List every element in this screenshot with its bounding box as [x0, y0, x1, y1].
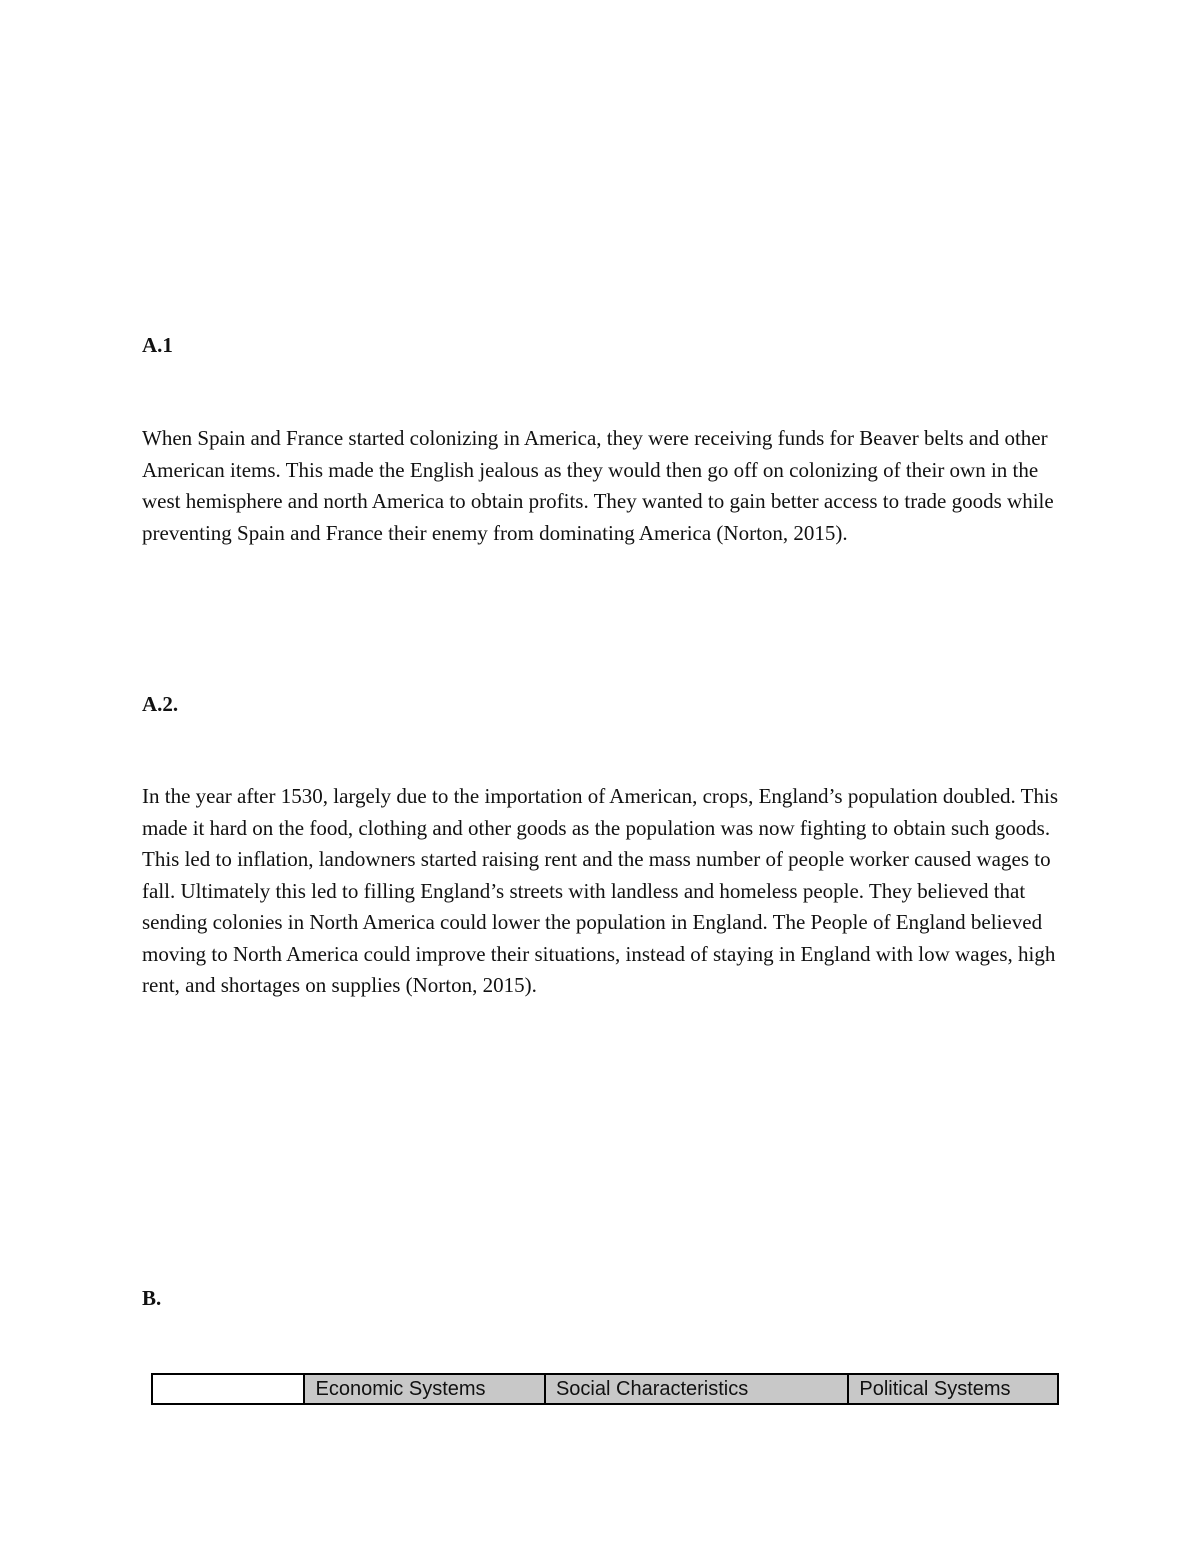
table-header-economic-systems: Economic Systems — [304, 1374, 544, 1404]
heading-a2: A.2. — [142, 692, 179, 716]
heading-a1: A.1 — [142, 333, 173, 357]
heading-b: B. — [142, 1286, 162, 1310]
comparison-table — [151, 1373, 1059, 1405]
table-header-row — [152, 1374, 1058, 1404]
table-header-empty-cell — [152, 1374, 304, 1404]
table-header-political-systems: Political Systems — [848, 1374, 1058, 1404]
table-header-social-characteristics: Social Characteristics — [545, 1374, 848, 1404]
paragraph-a2: In the year after 1530, largely due to the importation of American, crops, England’s population doubled. This made it hard on the food, clothing and other goods as the population was now fighting to obtain such goods. This led to inflation, landowners started raising rent and the mass number of people worker caused wages to fall. Ultimately this led to filling England’s streets with landless and homeless people. They believed that sending colonies in North America could lower the population in England. The People of England believed moving to North America could improve their situations, instead of staying in England with low wages, high rent, and shortages on supplies (Norton, 2015). — [142, 784, 1059, 997]
paragraph-a1: When Spain and France started colonizing in America, they were receiving funds for Beaver belts and other American items. This made the English jealous as they would then go off on colonizing of their own in the west hemisphere and north America to obtain profits. They wanted to gain better access to trade goods while preventing Spain and France their enemy from dominating America (Norton, 2015). — [142, 426, 1054, 545]
